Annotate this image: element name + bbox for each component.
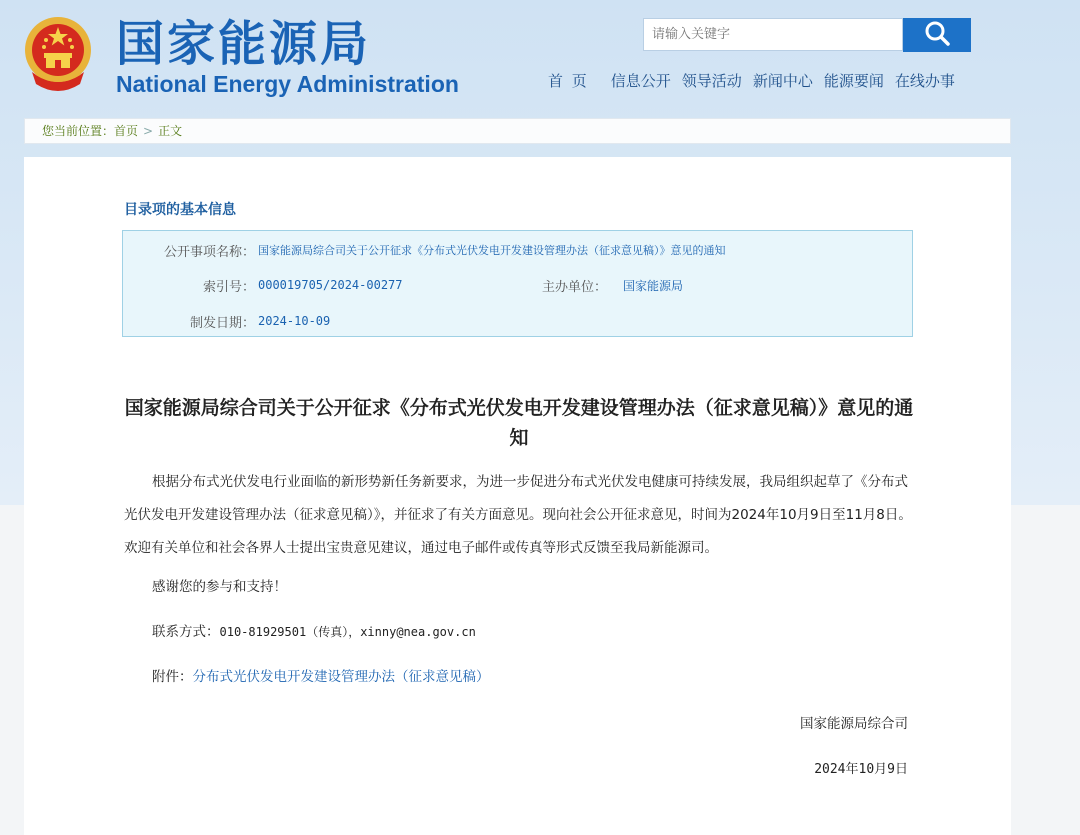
info-name-label: 公开事项名称： xyxy=(163,245,255,260)
national-emblem xyxy=(22,14,94,96)
content-panel xyxy=(24,157,1011,835)
article-date: 2024年10月9日 xyxy=(814,762,908,777)
nav-info-disclosure[interactable]: 信息公开 xyxy=(610,72,671,90)
attachment-link[interactable]: 分布式光伏发电开发建设管理办法（征求意见稿） xyxy=(192,669,490,685)
info-index-label: 索引号： xyxy=(202,280,255,295)
info-date-value: 2024-10-09 xyxy=(258,314,331,328)
nav-online-services[interactable]: 在线办事 xyxy=(894,72,955,90)
site-title-english: National Energy Administration xyxy=(116,71,459,97)
breadcrumb-prefix: 您当前位置： xyxy=(42,124,115,138)
article-signature: 国家能源局综合司 xyxy=(800,716,908,732)
breadcrumb-home[interactable]: 首页 xyxy=(114,124,139,138)
article-title: 国家能源局综合司关于公开征求《分布式光伏发电开发建设管理办法（征求意见稿）》意见的通知 xyxy=(124,397,914,449)
article-contact xyxy=(124,616,914,649)
nav-news-center[interactable]: 新闻中心 xyxy=(752,72,813,90)
info-table xyxy=(122,230,913,337)
attachment-label: 附件： xyxy=(152,669,193,685)
search-icon xyxy=(924,20,950,50)
info-index-value: 000019705/2024-00277 xyxy=(258,278,403,292)
nav-home[interactable]: 首 页 xyxy=(548,72,589,90)
article-attachment xyxy=(124,661,914,694)
info-name-value: 国家能源局综合司关于公开征求《分布式光伏发电开发建设管理办法（征求意见稿）》意见的通知 xyxy=(258,244,726,257)
nav-leadership[interactable]: 领导活动 xyxy=(681,72,742,90)
breadcrumb xyxy=(24,118,1011,144)
info-date-label: 制发日期： xyxy=(189,316,255,331)
nav-energy-news[interactable]: 能源要闻 xyxy=(823,72,884,90)
site-title-chinese: 国家能源局 xyxy=(116,16,372,72)
main-nav xyxy=(548,70,966,96)
search-button[interactable] xyxy=(903,18,971,52)
contact-label: 联系方式： xyxy=(152,624,220,640)
contact-value: 010-81929501（传真），xinny@nea.gov.cn xyxy=(219,625,476,639)
info-org-label: 主办单位： xyxy=(541,280,607,295)
info-org-value: 国家能源局 xyxy=(623,279,684,293)
search-input[interactable] xyxy=(643,18,903,51)
info-section-title: 目录项的基本信息 xyxy=(124,202,236,218)
article-thanks: 感谢您的参与和支持！ xyxy=(152,579,287,595)
breadcrumb-current: 正文 xyxy=(158,124,183,138)
article-body: 根据分布式光伏发电行业面临的新形势新任务新要求，为进一步促进分布式光伏发电健康可持续发展，我局组织起草了《分布式光伏发电开发建设管理办法（征求意见稿）》，并征求了有关方面意见。现向社会公开征求意见，时间为2024年10月9日至11月8日。欢迎有关单位和社会各界人士提出宝贵意见建议，通过电子邮件或传真等形式反馈至我局新能源司。 xyxy=(124,474,912,556)
breadcrumb-separator: > xyxy=(143,124,154,138)
